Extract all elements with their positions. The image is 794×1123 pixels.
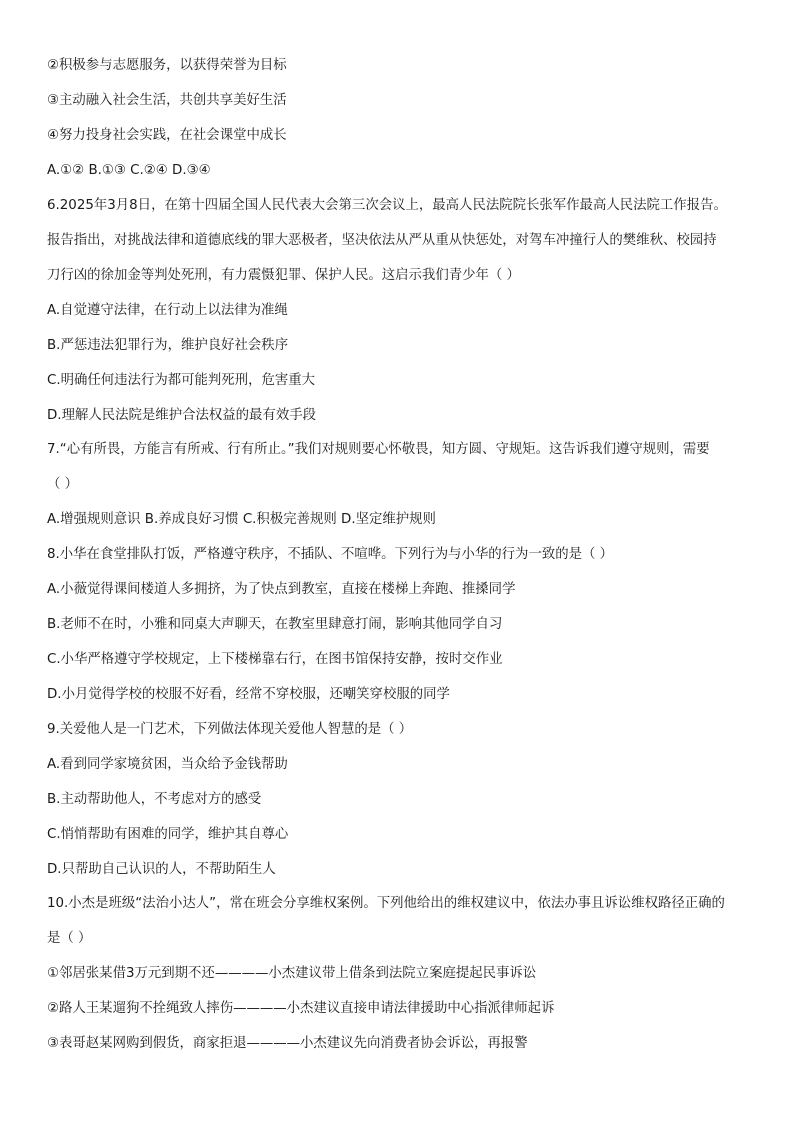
- q9-option-b: B.主动帮助他人，不考虑对方的感受: [47, 792, 262, 807]
- q9-stem: 9.关爱他人是一门艺术，下列做法体现关爱他人智慧的是（ ）: [47, 722, 413, 737]
- q10-item-1: ①邻居张某借3万元到期不还————小杰建议带上借条到法院立案庭提起民事诉讼: [47, 966, 537, 981]
- q9-option-d: D.只帮助自己认识的人，不帮助陌生人: [47, 862, 276, 877]
- q6-option-b: B.严惩违法犯罪行为，维护良好社会秩序: [47, 338, 289, 353]
- q8-option-b: B.老师不在时，小雅和同桌大声聊天，在教室里肆意打闹，影响其他同学自习: [47, 617, 503, 632]
- q6-stem-line-2: 报告指出，对挑战法律和道德底线的罪大恶极者，坚决依法从严从重从快惩处，对驾车冲撞行人的樊维秋、校园持: [47, 233, 717, 248]
- q6-option-a: A.自觉遵守法律，在行动上以法律为准绳: [47, 303, 288, 318]
- q7-choices: A.增强规则意识 B.养成良好习惯 C.积极完善规则 D.坚定维护规则: [47, 512, 436, 527]
- q7-stem-line-2: （ ）: [47, 477, 79, 492]
- q8-option-d: D.小月觉得学校的校服不好看，经常不穿校服，还嘲笑穿校服的同学: [47, 687, 450, 702]
- option-4-line: ④努力投身社会实践，在社会课堂中成长: [47, 128, 287, 143]
- q10-stem-line-2: 是（ ）: [47, 931, 92, 946]
- q8-option-c: C.小华严格遵守学校规定，上下楼梯靠右行，在图书馆保持安静，按时交作业: [47, 652, 503, 667]
- q10-item-3: ③表哥赵某网购到假货，商家拒退————小杰建议先向消费者协会诉讼，再报警: [47, 1036, 528, 1051]
- option-2-line: ②积极参与志愿服务，以获得荣誉为目标: [47, 58, 287, 73]
- q6-option-d: D.理解人民法院是维护合法权益的最有效手段: [47, 408, 316, 423]
- q7-stem-line-1: 7.“心有所畏，方能言有所戒、行有所止。”我们对规则要心怀敬畏，知方圆、守规矩。这告诉我们遵守规则，需要: [47, 442, 710, 457]
- q9-option-c: C.悄悄帮助有困难的同学，维护其自尊心: [47, 827, 289, 842]
- q5-choices: A.①② B.①③ C.②④ D.③④: [47, 163, 211, 178]
- option-3-line: ③主动融入社会生活，共创共享美好生活: [47, 93, 287, 108]
- q10-stem-line-1: 10.小杰是班级“法治小达人”，常在班会分享维权案例。下列他给出的维权建议中，依法办事且诉讼维权路径正确的: [47, 896, 725, 911]
- q9-option-a: A.看到同学家境贫困，当众给予金钱帮助: [47, 757, 288, 772]
- q10-item-2: ②路人王某遛狗不拴绳致人摔伤————小杰建议直接申请法律援助中心指派律师起诉: [47, 1001, 555, 1016]
- q6-stem-line-1: 6.2025年3月8日，在第十四届全国人民代表大会第三次会议上，最高人民法院院长张军作最高人民法院工作报告。: [47, 198, 727, 213]
- q6-option-c: C.明确任何违法行为都可能判死刑，危害重大: [47, 373, 316, 388]
- q8-stem: 8.小华在食堂排队打饭，严格遵守秩序，不插队、不喧哗。下列行为与小华的行为一致的是（ ）: [47, 547, 614, 562]
- q6-stem-line-3: 刀行凶的徐加金等判处死刑，有力震慑犯罪、保护人民。这启示我们青少年（ ）: [47, 268, 520, 283]
- q8-option-a: A.小薇觉得课间楼道人多拥挤，为了快点到教室，直接在楼梯上奔跑、推搡同学: [47, 582, 516, 597]
